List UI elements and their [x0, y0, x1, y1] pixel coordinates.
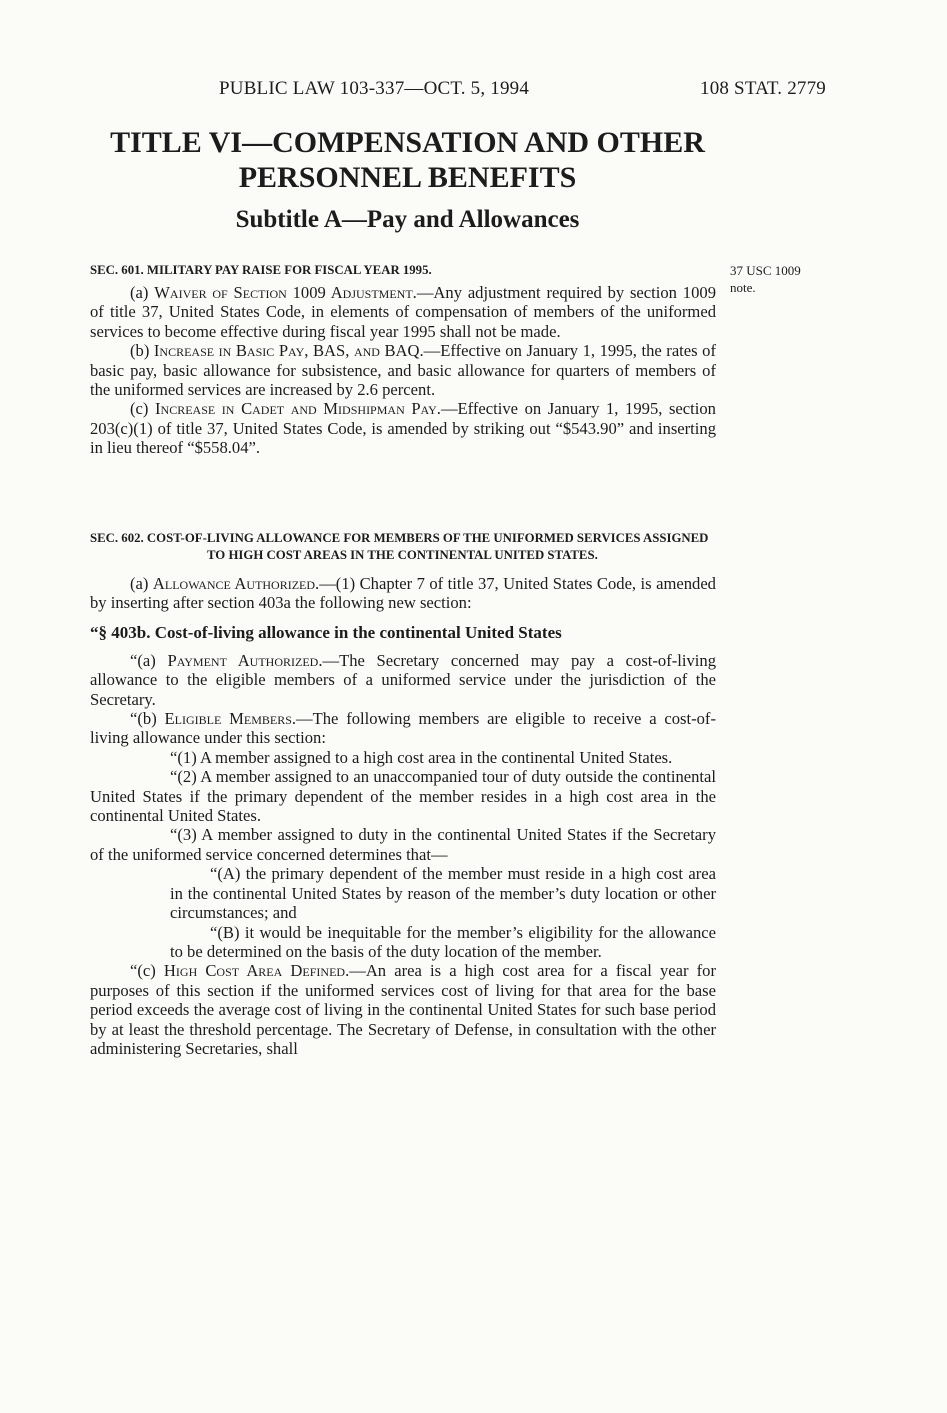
- label: (c): [130, 399, 156, 419]
- caption: Payment Authorized.: [167, 650, 323, 670]
- paragraph-2: “(2) A member assigned to an unaccompanied tour of duty outside the continental United States if the primary dependent of the member resides in a high cost area in the continental United States.: [90, 767, 716, 826]
- caption: Increase in Cadet and Midshipman Pay.: [155, 399, 441, 419]
- margin-note: [730, 262, 850, 296]
- section-602-heading: SEC. 602. COST-OF-LIVING ALLOWANCE FOR MEMBERS OF THE UNIFORMED SERVICES ASSIGNED TO HIGH COST AREAS IN THE CONTINENTAL UNITED STATES.: [90, 531, 709, 562]
- paragraph-3: “(3) A member assigned to duty in the continental United States if the Secretary of the uniformed service concerned determines that—: [90, 825, 716, 864]
- text: —Effective on January 1, 1995, section 203(c)(1) of title 37, United States Code, is amended by striking out “$543.90” and inserting in lieu thereof “$558.04”.: [90, 399, 716, 458]
- label: “(c): [130, 961, 164, 981]
- text: —(1) Chapter 7 of title 37, United States Code, is amended by inserting after section 403a the following new section:: [90, 574, 716, 613]
- text: —An area is a high cost area for a fiscal year for purposes of this section if the uniformed services cost of living for that area for the base period exceeds the average cost of living in the continental United States for such base period by at least the threshold percentage. The Secretary of Defense, in consultation with the other administering Secretaries, shall: [90, 961, 717, 1058]
- section-601-a: [90, 283, 716, 341]
- caption: High Cost Area Defined.: [163, 961, 350, 981]
- label: (a): [130, 574, 153, 593]
- text: —The Secretary concerned may pay a cost-of-living allowance to the eligible members of a uniformed service under the jurisdiction of the Secretary.: [90, 650, 716, 709]
- margin-note-line-2: note.: [730, 280, 756, 295]
- section-602: [90, 530, 716, 1058]
- label: (b): [130, 341, 154, 361]
- running-header-left: PUBLIC LAW 103-337—OCT. 5, 1994: [219, 78, 530, 99]
- title-line-2: PERSONNEL BENEFITS: [238, 161, 577, 194]
- section-403b-title: “§ 403b. Cost-of-living allowance in the continental United States: [90, 622, 562, 642]
- text: —The following members are eligible to receive a cost-of-living allowance under this section:: [90, 709, 716, 748]
- subparagraph-A: “(A) the primary dependent of the member must reside in a high cost area in the continental United States by reason of the member’s duty location or other circumstances; and: [170, 864, 716, 923]
- caption: Allowance Authorized.: [152, 574, 320, 593]
- label: “(a): [130, 650, 168, 670]
- subsection-c-high-cost: [90, 961, 716, 1058]
- caption: Increase in Basic Pay, BAS, and BAQ.: [153, 341, 424, 361]
- subsection-b-eligible: [90, 709, 716, 748]
- section-601-b: [90, 341, 716, 399]
- subparagraph-B: “(B) it would be inequitable for the member’s eligibility for the allowance to be determined on the basis of the duty location of the member.: [170, 922, 716, 961]
- title-line-1: TITLE VI—COMPENSATION AND OTHER: [110, 126, 705, 159]
- label: (a): [130, 283, 155, 302]
- caption: Waiver of Section 1009 Adjustment.: [154, 283, 417, 302]
- title-heading: [95, 125, 720, 195]
- subsection-a-payment: [90, 651, 716, 709]
- paragraph-1: “(1) A member assigned to a high cost area in the continental United States.: [170, 747, 673, 767]
- text: —Effective on January 1, 1995, the rates of basic pay, basic allowance for subsistence, and basic allowance for quarters of members of the uniformed services are increased by 2.6 percent.: [90, 341, 716, 400]
- margin-note-line-1: 37 USC 1009: [730, 263, 801, 278]
- section-601-c: [90, 399, 716, 457]
- subtitle-heading: Subtitle A—Pay and Allowances: [235, 206, 580, 233]
- caption: Eligible Members.: [164, 709, 297, 729]
- section-602-a: [90, 574, 716, 613]
- label: “(b): [130, 709, 165, 729]
- text: —Any adjustment required by section 1009 of title 37, United States Code, in elements of compensation of members of the uniformed services to become effective during fiscal year 1995 shall not be made.: [90, 283, 716, 341]
- page-number-stat: 108 STAT. 2779: [700, 78, 827, 99]
- section-601-heading: SEC. 601. MILITARY PAY RAISE FOR FISCAL YEAR 1995.: [90, 263, 432, 277]
- section-601: [90, 262, 716, 458]
